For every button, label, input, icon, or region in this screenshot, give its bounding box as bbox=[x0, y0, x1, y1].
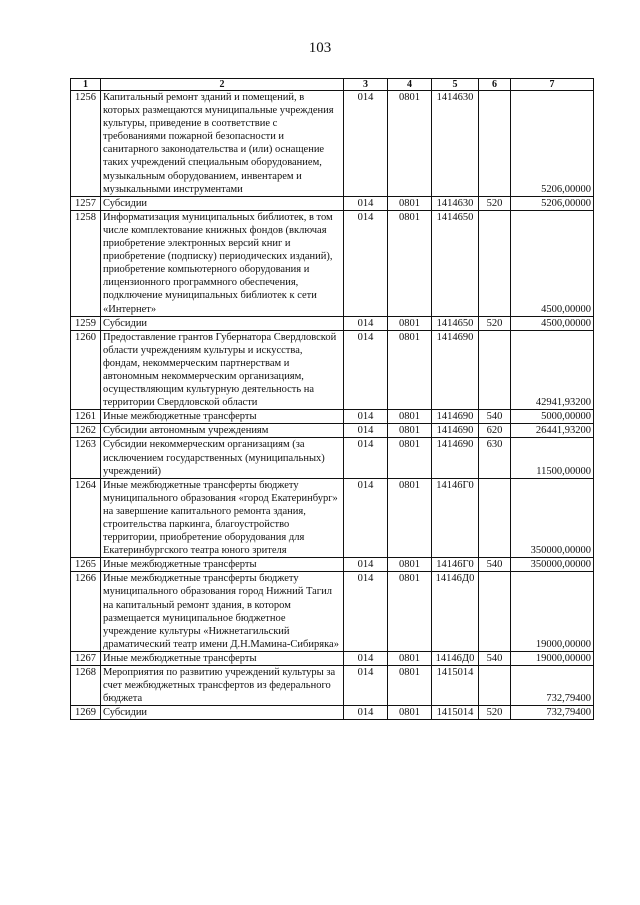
row-amount: 26441,93200 bbox=[511, 424, 594, 438]
row-ministry-code: 014 bbox=[344, 316, 388, 330]
row-expense-type bbox=[479, 330, 511, 410]
row-amount: 350000,00000 bbox=[511, 558, 594, 572]
row-expense-type: 630 bbox=[479, 438, 511, 478]
row-number: 1258 bbox=[71, 210, 101, 316]
row-number: 1262 bbox=[71, 424, 101, 438]
row-number: 1266 bbox=[71, 572, 101, 652]
row-expense-type: 620 bbox=[479, 424, 511, 438]
row-section-code: 0801 bbox=[388, 438, 432, 478]
row-target-code: 1415014 bbox=[432, 706, 479, 720]
row-number: 1268 bbox=[71, 666, 101, 706]
table-row bbox=[71, 572, 594, 652]
row-expense-type bbox=[479, 572, 511, 652]
column-header: 6 bbox=[479, 79, 511, 91]
row-number: 1256 bbox=[71, 91, 101, 197]
row-number: 1267 bbox=[71, 651, 101, 665]
table-row bbox=[71, 438, 594, 478]
row-target-code: 1414630 bbox=[432, 91, 479, 197]
row-ministry-code: 014 bbox=[344, 424, 388, 438]
budget-table bbox=[70, 78, 594, 720]
row-number: 1260 bbox=[71, 330, 101, 410]
row-ministry-code: 014 bbox=[344, 410, 388, 424]
row-section-code: 0801 bbox=[388, 666, 432, 706]
row-expense-type: 540 bbox=[479, 651, 511, 665]
row-name: Субсидии автономным учреждениям bbox=[101, 424, 344, 438]
row-amount: 5000,00000 bbox=[511, 410, 594, 424]
row-section-code: 0801 bbox=[388, 210, 432, 316]
row-target-code: 1414690 bbox=[432, 330, 479, 410]
row-section-code: 0801 bbox=[388, 572, 432, 652]
row-amount: 19000,00000 bbox=[511, 651, 594, 665]
row-expense-type: 520 bbox=[479, 316, 511, 330]
row-expense-type: 540 bbox=[479, 558, 511, 572]
column-header: 3 bbox=[344, 79, 388, 91]
row-section-code: 0801 bbox=[388, 410, 432, 424]
column-header: 5 bbox=[432, 79, 479, 91]
row-name: Капитальный ремонт зданий и помещений, в которых размещаются муниципальные учреждения культуры, приведение в соответствие с требованиями пожарной безопасности и санитарного законодательства и (или) оснащение таких учреждений специальным оборудованием, музыкальным оборудованием, инвентарем и музыкальными инструментами bbox=[101, 91, 344, 197]
row-name: Мероприятия по развитию учреждений культуры за счет межбюджетных трансфертов из федерального бюджета bbox=[101, 666, 344, 706]
row-number: 1269 bbox=[71, 706, 101, 720]
row-section-code: 0801 bbox=[388, 706, 432, 720]
column-header: 4 bbox=[388, 79, 432, 91]
table-row bbox=[71, 330, 594, 410]
row-name: Иные межбюджетные трансферты bbox=[101, 651, 344, 665]
row-name: Субсидии некоммерческим организациям (за исключением государственных (муниципальных) учреждений) bbox=[101, 438, 344, 478]
row-amount: 19000,00000 bbox=[511, 572, 594, 652]
row-ministry-code: 014 bbox=[344, 330, 388, 410]
row-target-code: 14146Г0 bbox=[432, 478, 479, 558]
row-target-code: 1415014 bbox=[432, 666, 479, 706]
table-body bbox=[71, 91, 594, 720]
table-row bbox=[71, 558, 594, 572]
row-section-code: 0801 bbox=[388, 91, 432, 197]
row-amount: 732,79400 bbox=[511, 706, 594, 720]
row-name: Информатизация муниципальных библиотек, в том числе комплектование книжных фондов (включая приобретение электронных версий книг и приобретение (подписку) периодических изданий), приобретение компьютерного оборудования и лицензионного программного обеспечения, подключение муниципальных библиотек к сети «Интернет» bbox=[101, 210, 344, 316]
row-section-code: 0801 bbox=[388, 478, 432, 558]
row-expense-type: 540 bbox=[479, 410, 511, 424]
row-name: Иные межбюджетные трансферты bbox=[101, 558, 344, 572]
table-row bbox=[71, 410, 594, 424]
row-expense-type bbox=[479, 91, 511, 197]
table-row bbox=[71, 666, 594, 706]
table-row bbox=[71, 424, 594, 438]
row-section-code: 0801 bbox=[388, 558, 432, 572]
row-expense-type: 520 bbox=[479, 196, 511, 210]
row-ministry-code: 014 bbox=[344, 196, 388, 210]
row-name: Иные межбюджетные трансферты bbox=[101, 410, 344, 424]
row-name: Субсидии bbox=[101, 196, 344, 210]
table-row bbox=[71, 316, 594, 330]
table-row bbox=[71, 706, 594, 720]
row-amount: 5206,00000 bbox=[511, 91, 594, 197]
row-target-code: 1414650 bbox=[432, 210, 479, 316]
row-target-code: 14146Д0 bbox=[432, 651, 479, 665]
table-row bbox=[71, 651, 594, 665]
row-ministry-code: 014 bbox=[344, 210, 388, 316]
table-row bbox=[71, 210, 594, 316]
table-header-row bbox=[71, 79, 594, 91]
row-ministry-code: 014 bbox=[344, 91, 388, 197]
row-amount: 42941,93200 bbox=[511, 330, 594, 410]
row-number: 1263 bbox=[71, 438, 101, 478]
page-number: 103 bbox=[308, 40, 332, 56]
row-amount: 11500,00000 bbox=[511, 438, 594, 478]
row-number: 1257 bbox=[71, 196, 101, 210]
row-section-code: 0801 bbox=[388, 196, 432, 210]
row-number: 1259 bbox=[71, 316, 101, 330]
row-target-code: 14146Д0 bbox=[432, 572, 479, 652]
row-ministry-code: 014 bbox=[344, 478, 388, 558]
row-section-code: 0801 bbox=[388, 316, 432, 330]
row-section-code: 0801 bbox=[388, 424, 432, 438]
row-name: Предоставление грантов Губернатора Свердловской области учреждениям культуры и искусства, фондам, некоммерческим партнерствам и автономным некоммерческим организациям, осуществляющим культурную деятельность на территории Свердловской области bbox=[101, 330, 344, 410]
row-expense-type bbox=[479, 210, 511, 316]
row-ministry-code: 014 bbox=[344, 558, 388, 572]
table-row bbox=[71, 196, 594, 210]
table-row bbox=[71, 478, 594, 558]
row-target-code: 1414690 bbox=[432, 424, 479, 438]
row-amount: 4500,00000 bbox=[511, 210, 594, 316]
row-name: Иные межбюджетные трансферты бюджету муниципального образования «город Екатеринбург» на завершение капитального ремонта здания, строительства паркинга, благоустройство территории, приобретение оборудования для Екатеринбургского театра юного зрителя bbox=[101, 478, 344, 558]
row-amount: 350000,00000 bbox=[511, 478, 594, 558]
row-ministry-code: 014 bbox=[344, 706, 388, 720]
row-target-code: 14146Г0 bbox=[432, 558, 479, 572]
row-ministry-code: 014 bbox=[344, 572, 388, 652]
table-row bbox=[71, 91, 594, 197]
row-number: 1261 bbox=[71, 410, 101, 424]
column-header: 7 bbox=[511, 79, 594, 91]
row-ministry-code: 014 bbox=[344, 651, 388, 665]
row-name: Иные межбюджетные трансферты бюджету муниципального образования город Нижний Тагил на капитальный ремонт здания, в котором размещается муниципальное бюджетное учреждение культуры «Нижнетагильский драматический театр имени Д.Н.Мамина-Сибиряка» bbox=[101, 572, 344, 652]
row-expense-type: 520 bbox=[479, 706, 511, 720]
row-expense-type bbox=[479, 666, 511, 706]
column-header: 2 bbox=[101, 79, 344, 91]
row-ministry-code: 014 bbox=[344, 438, 388, 478]
row-expense-type bbox=[479, 478, 511, 558]
row-target-code: 1414690 bbox=[432, 410, 479, 424]
row-section-code: 0801 bbox=[388, 651, 432, 665]
row-number: 1265 bbox=[71, 558, 101, 572]
row-target-code: 1414690 bbox=[432, 438, 479, 478]
row-section-code: 0801 bbox=[388, 330, 432, 410]
row-name: Субсидии bbox=[101, 706, 344, 720]
row-target-code: 1414650 bbox=[432, 316, 479, 330]
row-amount: 5206,00000 bbox=[511, 196, 594, 210]
row-amount: 732,79400 bbox=[511, 666, 594, 706]
row-ministry-code: 014 bbox=[344, 666, 388, 706]
row-target-code: 1414630 bbox=[432, 196, 479, 210]
column-header: 1 bbox=[71, 79, 101, 91]
row-amount: 4500,00000 bbox=[511, 316, 594, 330]
row-number: 1264 bbox=[71, 478, 101, 558]
row-name: Субсидии bbox=[101, 316, 344, 330]
